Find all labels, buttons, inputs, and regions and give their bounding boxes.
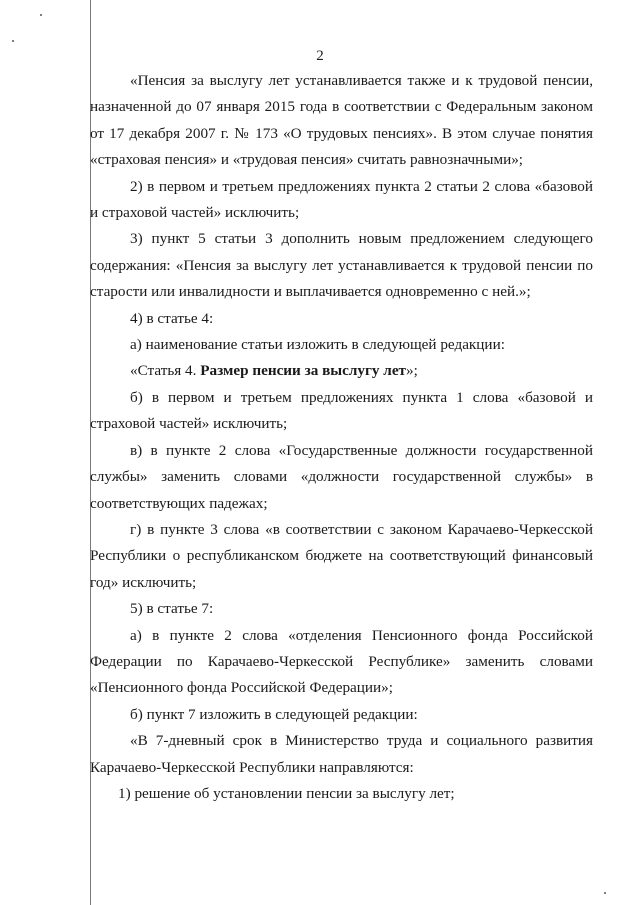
paragraph-list-item-1: 1) решение об установлении пенсии за выслугу лет; [118, 784, 455, 802]
article-title-prefix: «Статья 4. [130, 362, 201, 380]
scan-speck [40, 14, 42, 16]
paragraph-item-4g: г) в пункте 3 слова «в соответствии с законом Карачаево-Черкесской Республики о республиканском бюджете на соответствующий финансовый год» исключить; [90, 520, 593, 591]
paragraph-item-4b: б) в первом и третьем предложениях пункта 1 слова «базовой и страховой частей» исключить; [90, 388, 593, 433]
paragraph-item-5: 5) в статье 7: [130, 600, 214, 618]
article-title-bold: Размер пенсии за выслугу лет [200, 362, 407, 380]
scan-speck [604, 892, 606, 894]
paragraph-item-2: 2) в первом и третьем предложениях пункта 2 статьи 2 слова «базовой и страховой частей» исключить; [90, 177, 593, 222]
paragraph-item-4v: в) в пункте 2 слова «Государственные должности государственной службы» заменить словами «должности государственной службы» в соответствующих падежах; [90, 441, 593, 512]
paragraph-article-4-title [90, 358, 593, 384]
paragraph-item-4: 4) в статье 4: [130, 309, 214, 327]
paragraph-item-3: 3) пункт 5 статьи 3 дополнить новым предложением следующего содержания: «Пенсия за выслугу лет устанавливается к трудовой пенсии по старости или инвалидности и выплачивается одновременно с ней.»; [90, 230, 593, 301]
article-title-suffix: »; [406, 362, 418, 380]
paragraph-item-5b: б) пункт 7 изложить в следующей редакции: [130, 705, 418, 723]
page-number: 2 [316, 48, 324, 64]
paragraph-quote-start: «В 7-дневный срок в Министерство труда и социального развития Карачаево-Черкесской Республики направляются: [90, 732, 593, 776]
paragraph-item-4a: а) наименование статьи изложить в следующей редакции: [130, 336, 505, 354]
paragraph-item-5a: а) в пункте 2 слова «отделения Пенсионного фонда Российской Федерации по Карачаево-Черкесской Республике» заменить словами «Пенсионного фонда Российской Федерации»; [90, 626, 593, 697]
paragraph-pension-definition: «Пенсия за выслугу лет устанавливается также и к трудовой пенсии, назначенной до 07 января 2015 года в соответствии с Федеральным законом от 17 декабря 2007 г. № 173 «О трудовых пенсиях». В этом случае понятия «страховая пенсия» и «трудовая пенсия» считать равнозначными»; [90, 72, 593, 169]
scan-speck [12, 40, 14, 42]
document-body [90, 68, 593, 807]
